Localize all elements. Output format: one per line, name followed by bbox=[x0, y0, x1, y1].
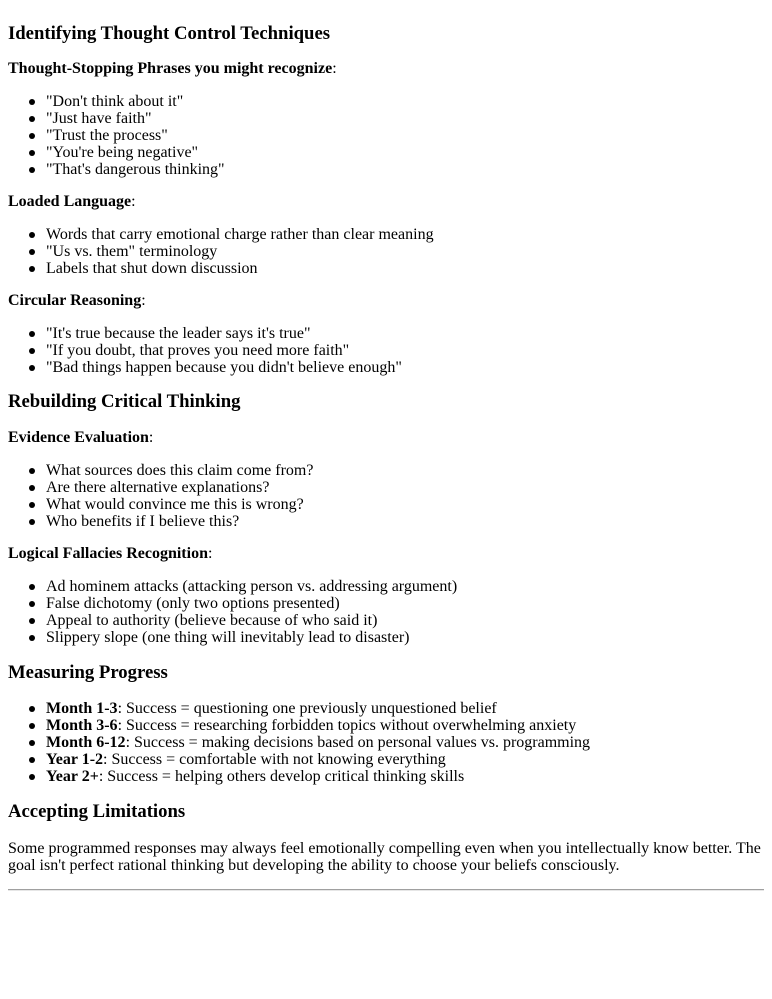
list-thought-stopping bbox=[8, 93, 764, 178]
list-item: Slippery slope (one thing will inevitably lead to disaster) bbox=[46, 629, 764, 646]
list-item: "Don't think about it" bbox=[46, 93, 764, 110]
list-circular-reasoning bbox=[8, 325, 764, 376]
list-item: "If you doubt, that proves you need more faith" bbox=[46, 342, 764, 359]
list-item: "You're being negative" bbox=[46, 144, 764, 161]
group-label-text: Loaded Language bbox=[8, 193, 132, 210]
list-item bbox=[46, 700, 764, 717]
colon: : bbox=[207, 545, 213, 562]
list-item: Ad hominem attacks (attacking person vs. addressing argument) bbox=[46, 578, 764, 595]
milestone-text: : Success = making decisions based on personal values vs. programming bbox=[125, 734, 591, 751]
list-item: Appeal to authority (believe because of who said it) bbox=[46, 612, 764, 629]
list-loaded-language bbox=[8, 226, 764, 277]
list-item: What would convince me this is wrong? bbox=[46, 496, 764, 513]
list-item bbox=[46, 768, 764, 785]
milestone-text: : Success = comfortable with not knowing everything bbox=[103, 751, 446, 768]
colon: : bbox=[131, 193, 136, 210]
list-item bbox=[46, 717, 764, 734]
group-label-thought-stopping bbox=[8, 60, 764, 77]
group-label-text: Circular Reasoning bbox=[8, 292, 142, 309]
list-item bbox=[46, 734, 764, 751]
group-label-logical-fallacies bbox=[8, 545, 764, 562]
list-item bbox=[46, 751, 764, 768]
list-item: "Us vs. them" terminology bbox=[46, 243, 764, 260]
paragraph-accepting-limitations: Some programmed responses may always feel emotionally compelling even when you intellectually know better. The goal isn't perfect rational thinking but developing the ability to choose your beliefs consciously. bbox=[8, 840, 761, 874]
list-item: "Just have faith" bbox=[46, 110, 764, 127]
milestone-term: Year 1-2 bbox=[46, 751, 104, 768]
list-item: Are there alternative explanations? bbox=[46, 479, 764, 496]
section-heading-critical-thinking: Rebuilding Critical Thinking bbox=[8, 391, 241, 412]
section-heading-measuring-progress: Measuring Progress bbox=[8, 662, 168, 683]
colon: : bbox=[148, 429, 154, 446]
milestone-term: Year 2+ bbox=[46, 768, 99, 785]
list-evidence-evaluation bbox=[8, 462, 764, 530]
list-item: "That's dangerous thinking" bbox=[46, 161, 764, 178]
milestone-term: Month 6-12 bbox=[46, 734, 126, 751]
group-label-circular-reasoning bbox=[8, 292, 764, 309]
milestone-text: : Success = questioning one previously unquestioned belief bbox=[117, 700, 497, 717]
milestone-text: : Success = helping others develop critical thinking skills bbox=[98, 768, 465, 785]
section-heading-thought-control: Identifying Thought Control Techniques bbox=[8, 23, 331, 44]
group-label-text: Logical Fallacies Recognition bbox=[8, 545, 208, 562]
group-label-loaded-language bbox=[8, 193, 764, 210]
list-item: "Bad things happen because you didn't believe enough" bbox=[46, 359, 764, 376]
group-label-evidence-evaluation bbox=[8, 429, 764, 446]
milestone-term: Month 1-3 bbox=[46, 700, 118, 717]
colon: : bbox=[332, 60, 337, 77]
group-label-text: Thought-Stopping Phrases you might recognize bbox=[8, 60, 333, 77]
list-item: "It's true because the leader says it's true" bbox=[46, 325, 764, 342]
milestone-text: : Success = researching forbidden topics without overwhelming anxiety bbox=[117, 717, 577, 734]
list-progress-milestones bbox=[8, 700, 764, 785]
list-item: "Trust the process" bbox=[46, 127, 764, 144]
colon: : bbox=[141, 292, 146, 309]
list-item: Labels that shut down discussion bbox=[46, 260, 764, 277]
horizontal-rule bbox=[8, 889, 764, 891]
list-item: False dichotomy (only two options presented) bbox=[46, 595, 764, 612]
milestone-term: Month 3-6 bbox=[46, 717, 118, 734]
section-heading-accepting-limitations: Accepting Limitations bbox=[8, 801, 186, 822]
list-item: What sources does this claim come from? bbox=[46, 462, 764, 479]
list-logical-fallacies bbox=[8, 578, 764, 646]
group-label-text: Evidence Evaluation bbox=[8, 429, 149, 446]
list-item: Who benefits if I believe this? bbox=[46, 513, 764, 530]
list-item: Words that carry emotional charge rather than clear meaning bbox=[46, 226, 764, 243]
